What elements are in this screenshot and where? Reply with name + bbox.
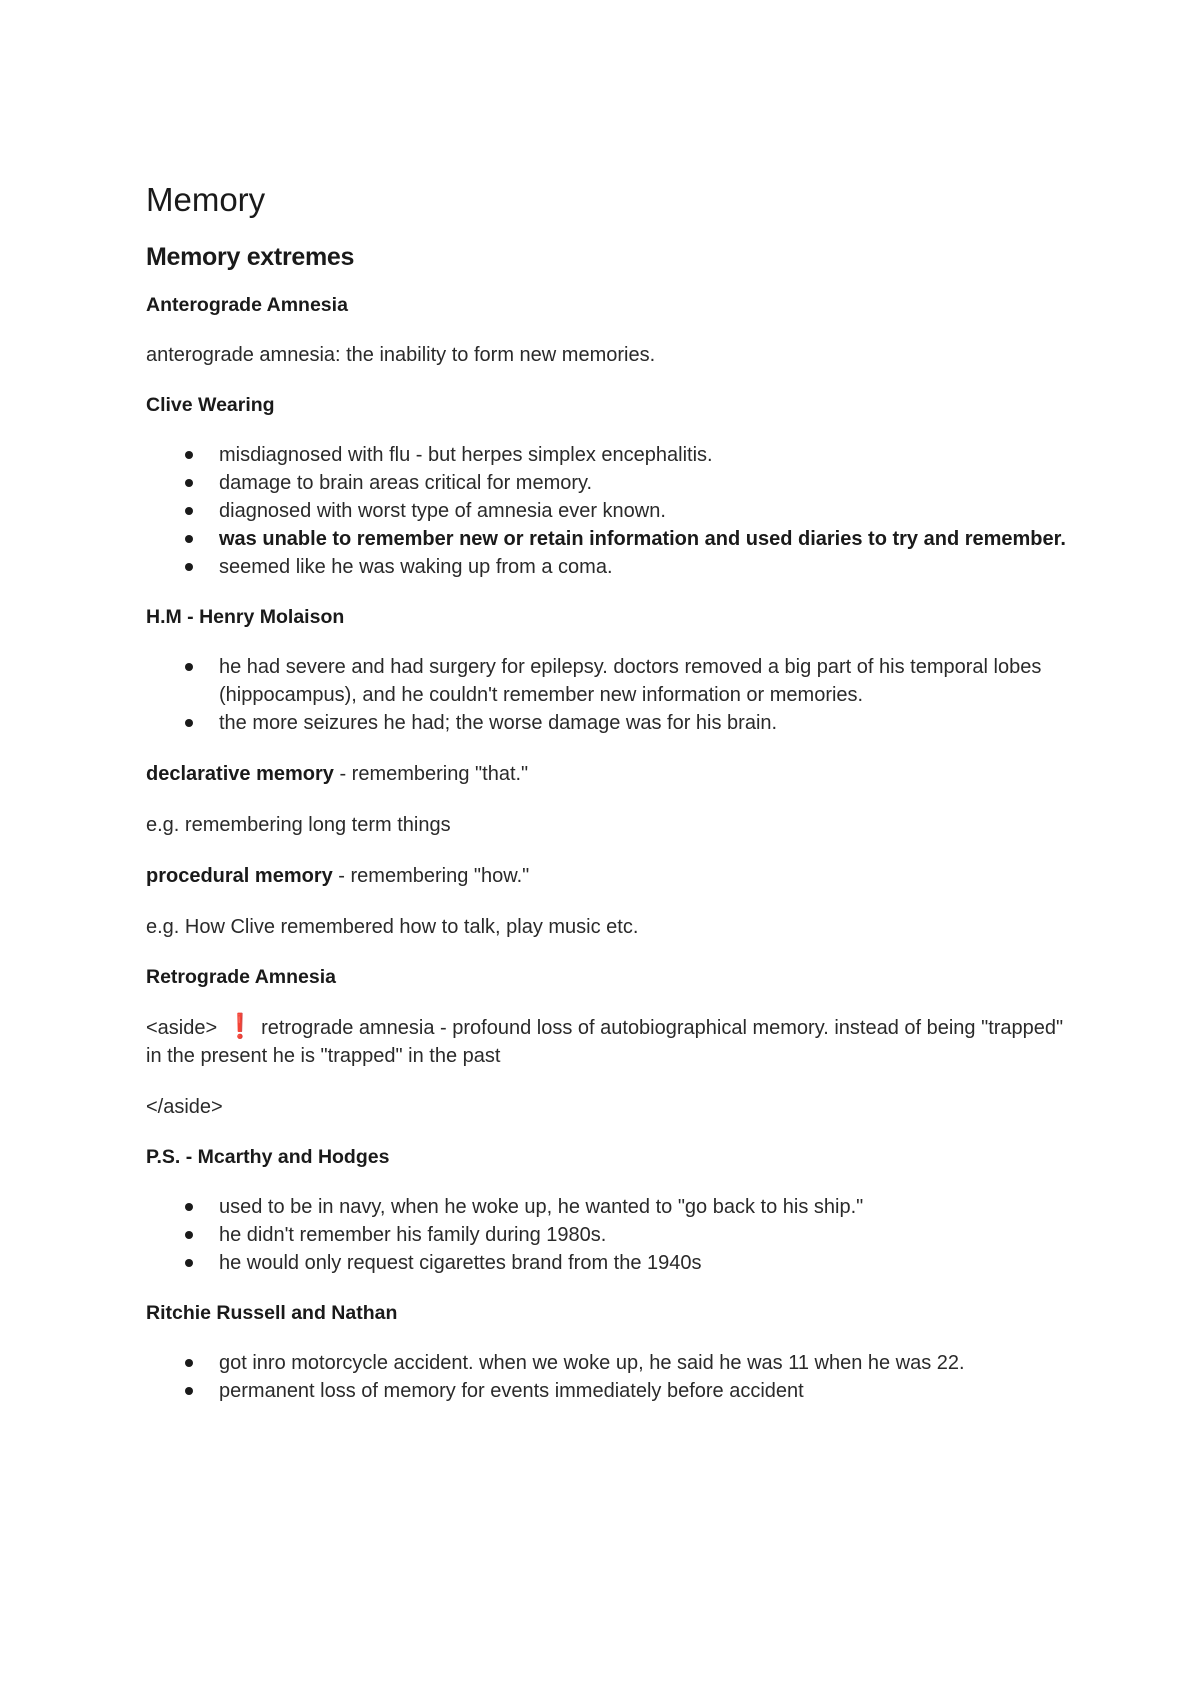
declarative-memory-term: declarative memory [146, 763, 334, 786]
list-item-text: used to be in navy, when he woke up, he wanted to "go back to his ship." [219, 1196, 864, 1219]
bullet-icon [185, 563, 193, 571]
procedural-memory-text: - remembering "how." [332, 865, 530, 888]
procedural-memory-term: procedural memory [146, 865, 333, 888]
clive-wearing-list [146, 441, 1066, 581]
bullet-icon [185, 451, 193, 459]
list-item-text: permanent loss of memory for events immediately before accident [219, 1380, 804, 1403]
bullet-icon [185, 1387, 193, 1395]
section-heading-memory-extremes: Memory extremes [146, 242, 355, 271]
list-item [219, 469, 1066, 497]
heading-retrograde-amnesia: Retrograde Amnesia [146, 966, 337, 989]
heading-clive-wearing: Clive Wearing [146, 393, 275, 416]
list-item [219, 525, 1066, 553]
list-item-text-bold: was unable to remember new or retain information and used diaries to try and remember. [219, 528, 1066, 551]
list-item [219, 553, 1066, 581]
bullet-icon [185, 1259, 193, 1267]
list-item [219, 441, 1066, 469]
bullet-icon [185, 719, 193, 727]
ritchie-list [146, 1349, 1066, 1405]
list-item-text: he didn't remember his family during 1980s. [219, 1224, 607, 1247]
heading-henry-molaison: H.M - Henry Molaison [146, 606, 345, 629]
list-item-text: damage to brain areas critical for memory. [219, 472, 593, 495]
aside-open-tag: <aside> [146, 1016, 218, 1039]
procedural-memory-example: e.g. How Clive remembered how to talk, play music etc. [146, 916, 639, 939]
henry-molaison-list [146, 653, 1066, 737]
list-item [219, 653, 1066, 709]
bullet-icon [185, 507, 193, 515]
declarative-memory-definition [146, 760, 1066, 788]
document-title: Memory [146, 181, 266, 218]
retrograde-aside [146, 1014, 1066, 1070]
list-item-text: he would only request cigarettes brand from the 1940s [219, 1252, 702, 1275]
list-item [219, 1377, 1066, 1405]
list-item [219, 1221, 1066, 1249]
bullet-icon [185, 479, 193, 487]
list-item [219, 709, 1066, 737]
heading-ritchie-russell-nathan: Ritchie Russell and Nathan [146, 1302, 398, 1325]
retrograde-text: retrograde amnesia - profound loss of autobiographical memory. instead of being "trapped" in the present he is "trapped" in the past [146, 1016, 1064, 1067]
bullet-icon [185, 535, 193, 543]
list-item-text: diagnosed with worst type of amnesia ever known. [219, 500, 666, 523]
list-item [219, 1349, 1066, 1377]
exclamation-icon: ❗ [225, 1012, 256, 1040]
bullet-icon [185, 1203, 193, 1211]
bullet-icon [185, 1359, 193, 1367]
procedural-memory-definition [146, 862, 1066, 890]
aside-close-tag: </aside> [146, 1095, 223, 1118]
declarative-memory-example: e.g. remembering long term things [146, 814, 451, 837]
bullet-icon [185, 663, 193, 671]
list-item-text: misdiagnosed with flu - but herpes simplex encephalitis. [219, 444, 713, 467]
list-item [219, 1249, 1066, 1277]
heading-anterograde-amnesia: Anterograde Amnesia [146, 293, 348, 316]
declarative-memory-text: - remembering "that." [333, 763, 529, 786]
list-item-text: he had severe and had surgery for epilepsy. doctors removed a big part of his temporal lobes (hippocampus), and he couldn't remember new information or memories. [219, 656, 1042, 707]
list-item-text: seemed like he was waking up from a coma. [219, 556, 613, 579]
list-item-text: got inro motorcycle accident. when we woke up, he said he was 11 when he was 22. [219, 1352, 965, 1375]
ps-list [146, 1193, 1066, 1277]
list-item [219, 1193, 1066, 1221]
heading-ps-mcarthy-hodges: P.S. - Mcarthy and Hodges [146, 1145, 390, 1168]
anterograde-definition: anterograde amnesia: the inability to form new memories. [146, 343, 656, 366]
bullet-icon [185, 1231, 193, 1239]
document-page [146, 180, 1066, 1428]
list-item-text: the more seizures he had; the worse damage was for his brain. [219, 712, 778, 735]
list-item [219, 497, 1066, 525]
